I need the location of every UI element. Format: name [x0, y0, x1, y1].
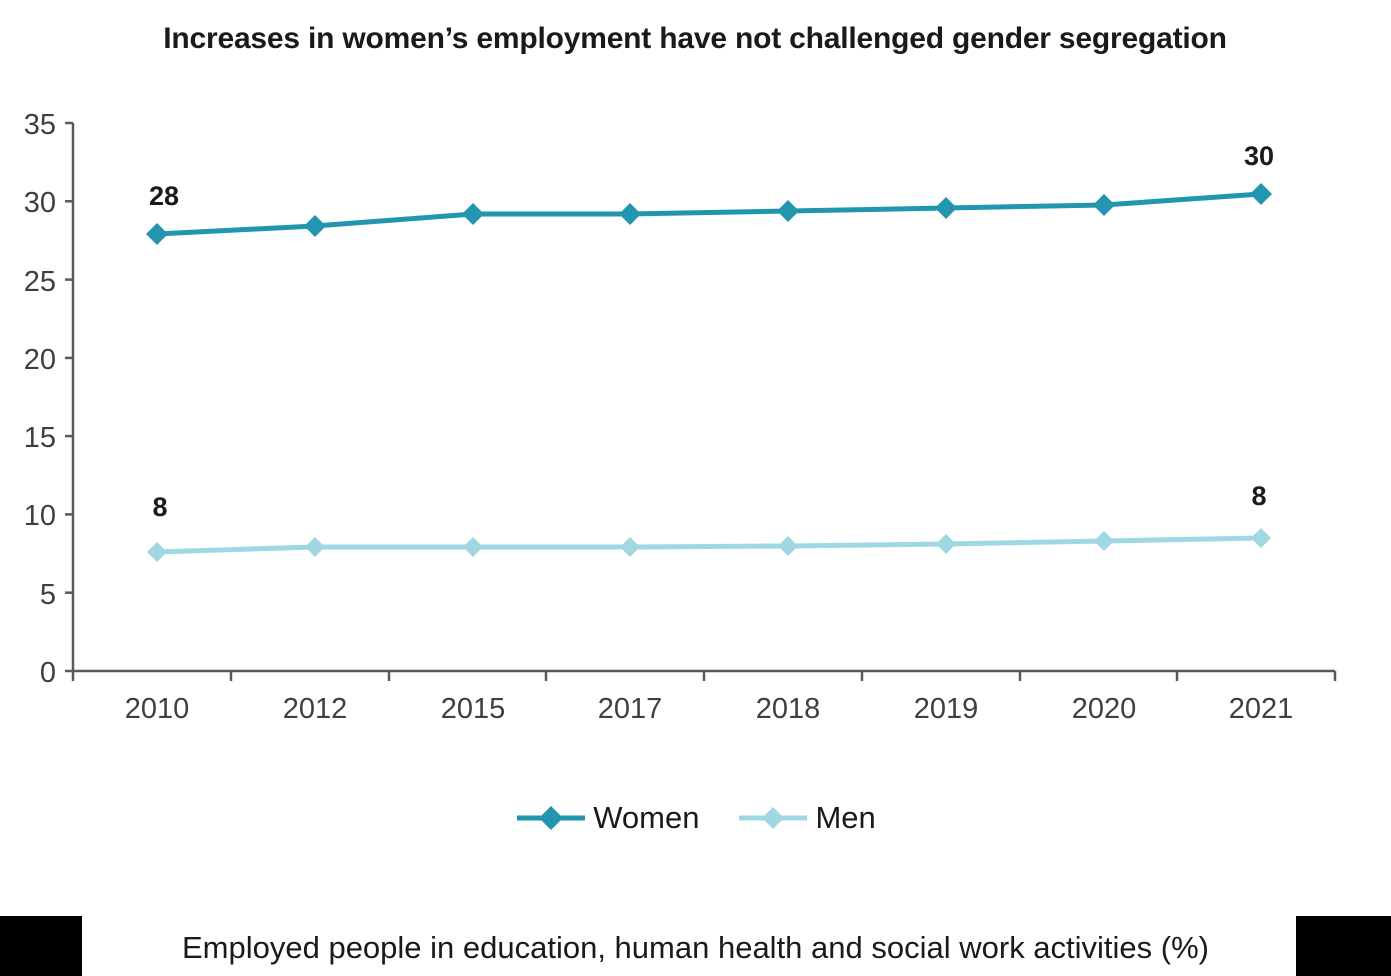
y-tick-label: 15 [23, 422, 56, 454]
chart-plot-area [0, 105, 1391, 725]
x-tick-label: 2012 [282, 693, 348, 725]
legend-item-women[interactable] [515, 800, 699, 836]
line-chart-svg [0, 105, 1391, 725]
y-tick-label: 5 [39, 579, 56, 611]
legend-marker-men-icon [737, 805, 809, 831]
data-label-men-first: 8 [152, 492, 168, 522]
x-tick-marks [73, 671, 1335, 681]
x-tick-label: 2015 [440, 693, 506, 725]
y-tick-label: 25 [23, 266, 56, 298]
chart-caption: Employed people in education, human health and social work activities (%) [181, 930, 1209, 965]
y-tick-label: 0 [39, 657, 56, 689]
x-tick-label: 2019 [913, 693, 979, 725]
y-tick-label: 10 [23, 500, 56, 532]
y-tick-label: 35 [23, 109, 56, 141]
x-tick-label: 2017 [597, 693, 663, 725]
legend-label-men: Men [815, 800, 876, 835]
y-tick-label: 30 [23, 187, 56, 219]
x-tick-label: 2010 [124, 693, 190, 725]
x-tick-label: 2021 [1228, 693, 1294, 725]
y-tick-label: 20 [23, 344, 56, 376]
data-label-men-last: 8 [1251, 481, 1267, 511]
data-label-women-first: 28 [148, 181, 180, 211]
legend-marker-women-icon [515, 805, 587, 831]
legend-item-men[interactable] [737, 800, 875, 836]
page-title: Increases in women’s employment have not challenged gender segregation [163, 22, 1227, 55]
x-tick-label: 2018 [755, 693, 821, 725]
data-label-women-last: 30 [1243, 141, 1275, 171]
caption-bar [0, 916, 1391, 976]
chart-legend [0, 800, 1391, 836]
legend-label-women: Women [593, 800, 700, 835]
x-tick-label: 2020 [1071, 693, 1137, 725]
